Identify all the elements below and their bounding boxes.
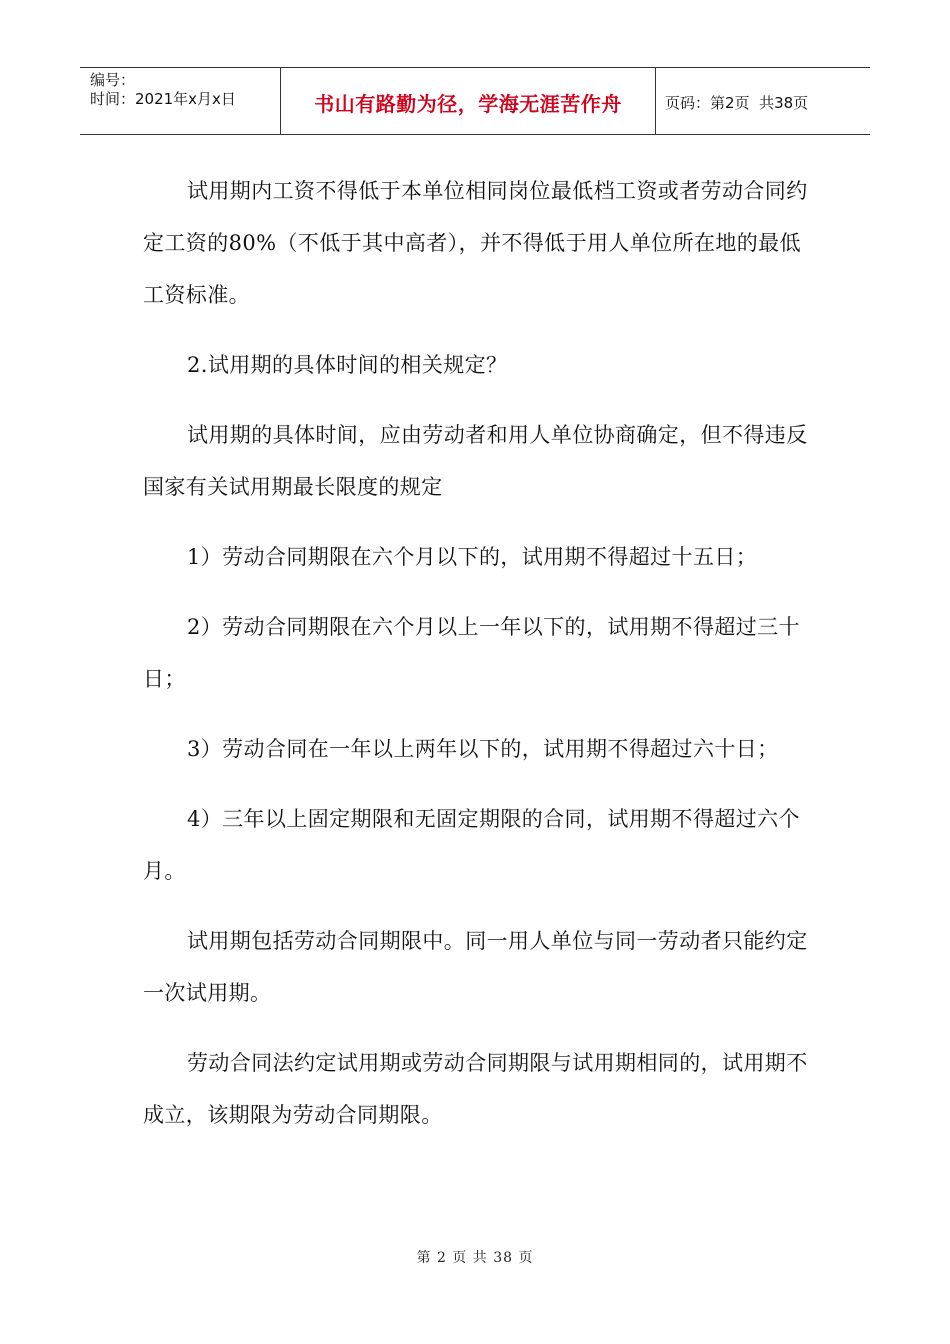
page-header [80, 67, 870, 135]
list-item-2: 2）劳动合同期限在六个月以上一年以下的，试用期不得超过三十日； [143, 615, 800, 691]
page-footer: 第 2 页 共 38 页 [416, 1250, 534, 1266]
paragraph-question: 2.试用期的具体时间的相关规定？ [187, 353, 508, 377]
document-body [143, 165, 811, 1159]
list-item-4: 4）三年以上固定期限和无固定期限的合同，试用期不得超过六个月。 [143, 807, 800, 883]
paragraph-invalid: 劳动合同法约定试用期或劳动合同期限与试用期相同的，试用期不成立，该期限为劳动合同期限。 [143, 1051, 808, 1127]
paragraph-included: 试用期包括劳动合同期限中。同一用人单位与同一劳动者只能约定一次试用期。 [143, 929, 808, 1005]
header-motto: 书山有路勤为径，学海无涯苦作舟 [314, 91, 622, 116]
header-right-cell [656, 68, 870, 134]
paragraph-duration: 试用期的具体时间，应由劳动者和用人单位协商确定，但不得违反国家有关试用期最长限度的规定 [143, 423, 808, 499]
time-label: 时间：2021年x月x日 [90, 90, 236, 108]
number-label: 编号： [90, 71, 136, 89]
page-info: 页码：第2页 共38页 [665, 93, 809, 112]
header-middle-cell [281, 68, 656, 134]
list-item-3: 3）劳动合同在一年以上两年以下的，试用期不得超过六十日； [187, 737, 779, 761]
list-item-1: 1）劳动合同期限在六个月以下的，试用期不得超过十五日； [187, 545, 758, 569]
header-left-cell [80, 68, 281, 134]
paragraph-wage: 试用期内工资不得低于本单位相同岗位最低档工资或者劳动合同约定工资的80%（不低于其中高者），并不得低于用人单位所在地的最低工资标准。 [143, 179, 808, 307]
